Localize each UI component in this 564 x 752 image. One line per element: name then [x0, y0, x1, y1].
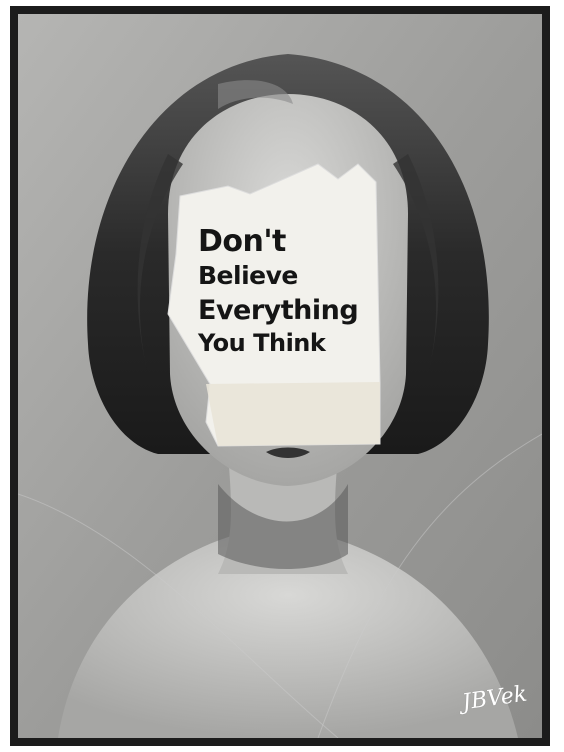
paper-lower-strip	[206, 382, 380, 446]
artist-signature: JBVek	[460, 681, 529, 716]
quote-line-4: You Think	[198, 328, 326, 357]
quote-line-3: Everything	[198, 294, 359, 326]
artwork-canvas	[18, 14, 542, 738]
collage-quote	[198, 224, 398, 357]
portrait-illustration	[18, 14, 542, 738]
quote-line-1: Don't	[198, 224, 286, 259]
quote-line-2: Believe	[198, 261, 298, 291]
